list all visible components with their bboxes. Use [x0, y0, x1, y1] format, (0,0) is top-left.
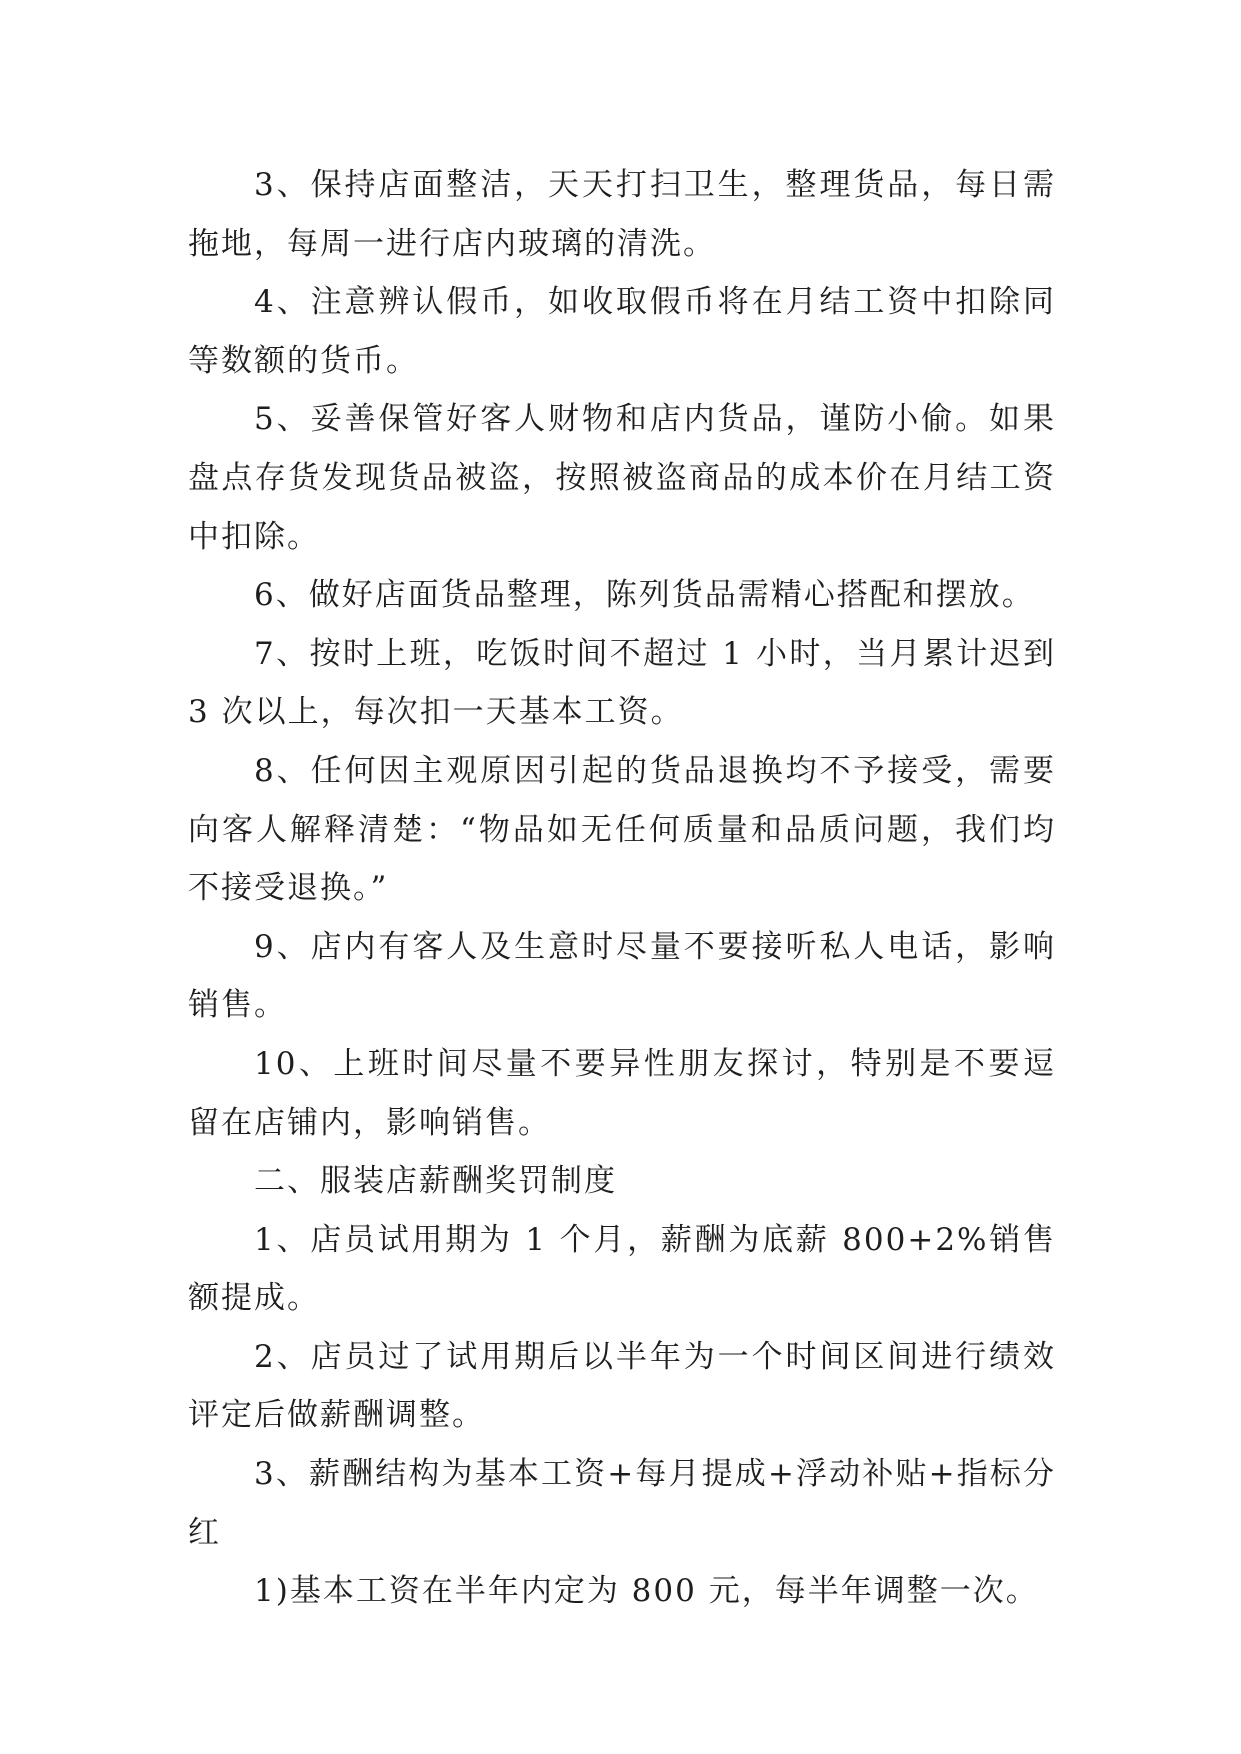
paragraph-rule-8: 8、任何因主观原因引起的货品退换均不予接受，需要向客人解释清楚：“物品如无任何质量和品质问题，我们均不接受退换。” — [188, 752, 1056, 907]
paragraph-rule-7: 7、按时上班，吃饭时间不超过 1 小时，当月累计迟到 3 次以上，每次扣一天基本工资。 — [188, 635, 1056, 731]
paragraph-rule-3: 3、保持店面整洁，天天打扫卫生，整理货品，每日需拖地，每周一进行店内玻璃的清洗。 — [188, 167, 1056, 262]
paragraph-salary-1: 1、店员试用期为 1 个月，薪酬为底薪 800+2%销售额提成。 — [188, 1221, 1056, 1317]
paragraph-rule-5: 5、妥善保管好客人财物和店内货品，谨防小偷。如果盘点存货发现货品被盗，按照被盗商品的成本价在月结工资中扣除。 — [188, 401, 1056, 555]
section-heading-salary: 二、服装店薪酬奖罚制度 — [254, 1163, 617, 1200]
paragraph-salary-2: 2、店员过了试用期后以半年为一个时间区间进行绩效评定后做薪酬调整。 — [188, 1338, 1056, 1434]
paragraph-salary-3: 3、薪酬结构为基本工资+每月提成+浮动补贴+指标分红 — [188, 1456, 1056, 1551]
paragraph-rule-10: 10、上班时间尽量不要异性朋友探讨，特别是不要逗留在店铺内，影响销售。 — [188, 1045, 1056, 1141]
paragraph-rule-9: 9、店内有客人及生意时尽量不要接听私人电话，影响销售。 — [188, 928, 1056, 1024]
paragraph-rule-6: 6、做好店面货品整理，陈列货品需精心搭配和摆放。 — [254, 577, 1035, 614]
paragraph-rule-4: 4、注意辨认假币，如收取假币将在月结工资中扣除同等数额的货币。 — [188, 284, 1056, 379]
document-body — [188, 156, 1056, 1621]
paragraph-salary-3-1: 1)基本工资在半年内定为 800 元，每半年调整一次。 — [254, 1573, 1039, 1610]
